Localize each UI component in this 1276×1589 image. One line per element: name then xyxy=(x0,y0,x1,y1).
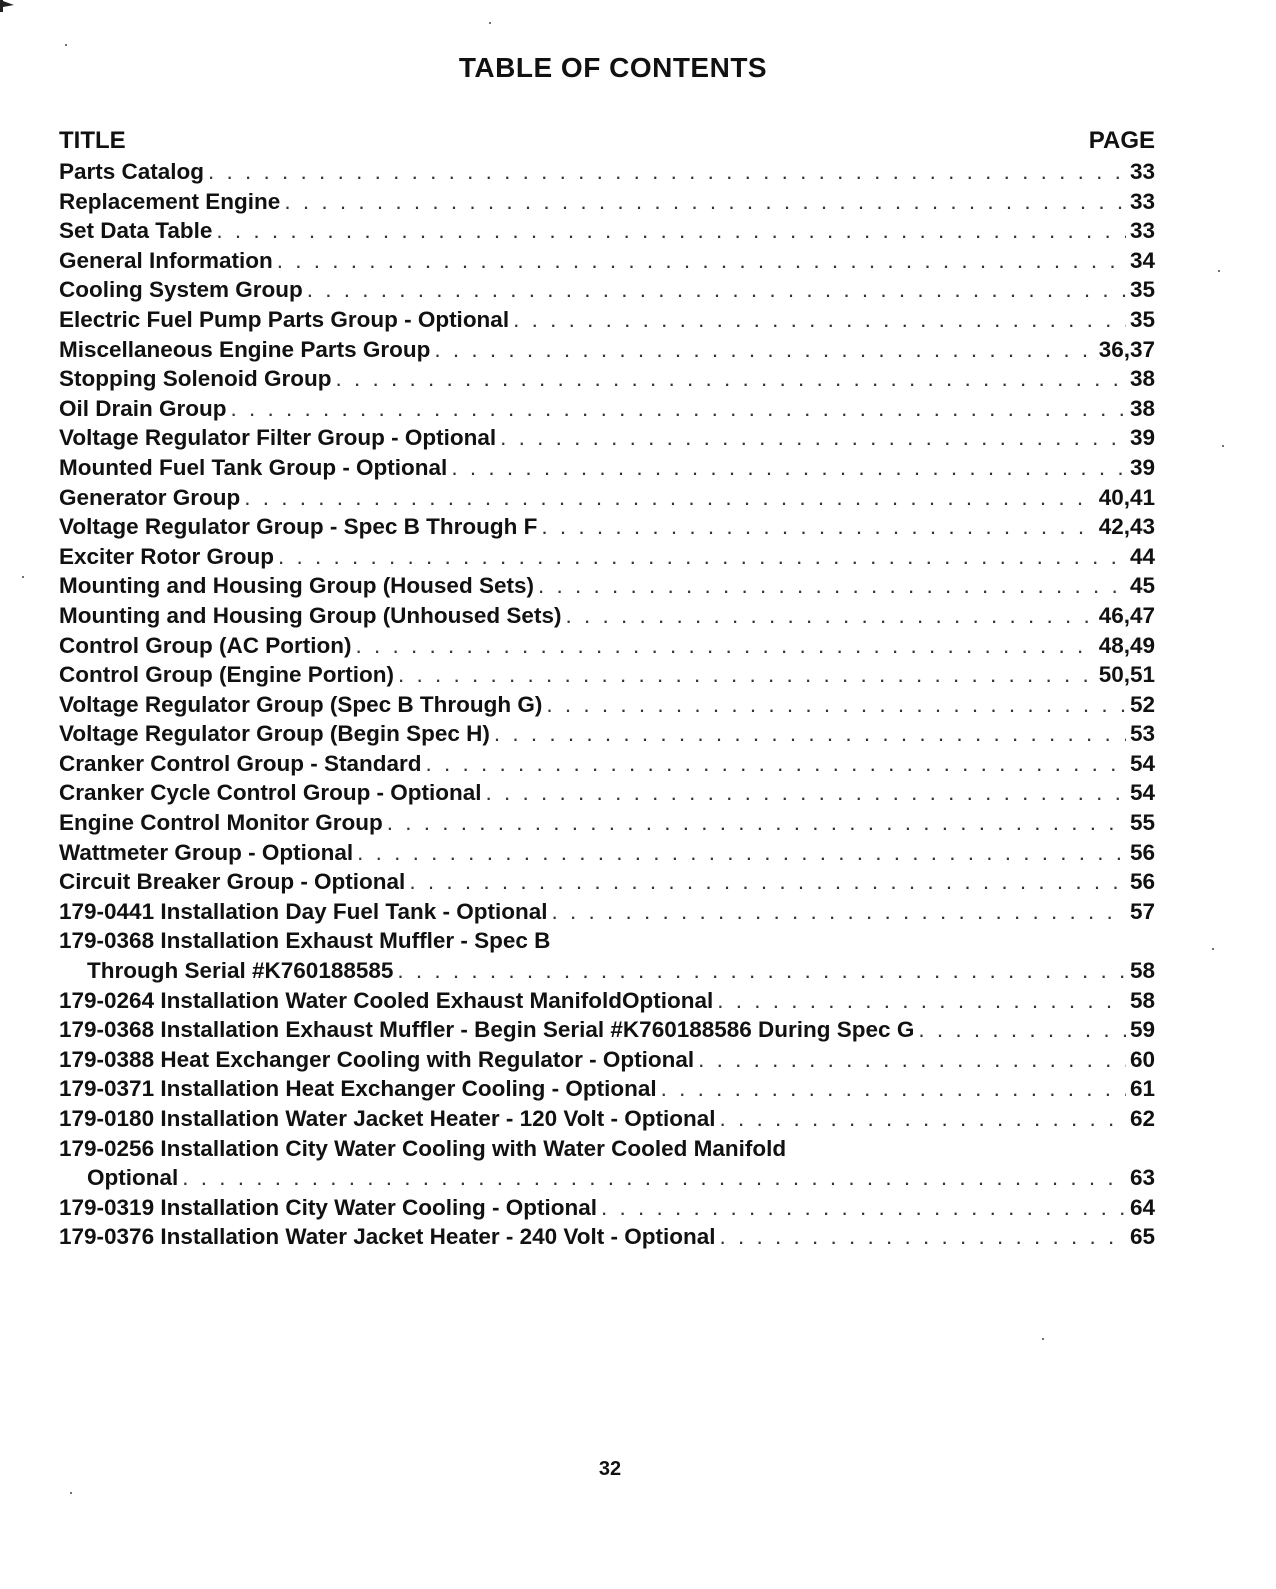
dot-leader xyxy=(284,187,1126,217)
dot-leader xyxy=(717,986,1126,1016)
dot-leader xyxy=(486,778,1126,808)
dot-leader xyxy=(409,867,1126,897)
dot-leader xyxy=(208,157,1126,187)
toc-entry xyxy=(59,187,1155,217)
toc-entry-title: Oil Drain Group xyxy=(59,395,227,421)
dot-leader xyxy=(541,512,1094,542)
column-headers xyxy=(59,127,1155,155)
toc-entry-page: 50,51 xyxy=(1098,662,1155,688)
toc-entry-title: 179-0256 Installation City Water Cooling with Water Cooled Manifold xyxy=(59,1135,787,1161)
toc-entry xyxy=(59,571,1155,601)
corner-mark-icon xyxy=(0,0,14,12)
toc-entry-title: 179-0319 Installation City Water Cooling - Optional xyxy=(59,1194,598,1220)
toc-entry-page: 38 xyxy=(1129,395,1155,421)
toc-entry-title: Wattmeter Group - Optional xyxy=(59,839,354,865)
toc-entry-title: 179-0376 Installation Water Jacket Heater - 240 Volt - Optional xyxy=(59,1224,716,1250)
toc-entry-title: Miscellaneous Engine Parts Group xyxy=(59,336,431,362)
toc-entry xyxy=(59,719,1155,749)
toc-entry-title: General Information xyxy=(59,247,273,273)
toc-entry xyxy=(59,1222,1155,1252)
toc-entry-title: Control Group (AC Portion) xyxy=(59,632,352,658)
dot-leader xyxy=(546,690,1126,720)
toc-entries xyxy=(59,157,1155,1252)
toc-entry-title: Electric Fuel Pump Parts Group - Optional xyxy=(59,306,510,332)
dot-leader xyxy=(398,660,1095,690)
toc-entry xyxy=(59,690,1155,720)
toc-entry xyxy=(59,423,1155,453)
toc-entry-title: Cranker Control Group - Standard xyxy=(59,750,422,776)
toc-entry xyxy=(59,275,1155,305)
dot-leader xyxy=(551,897,1126,927)
toc-entry xyxy=(59,512,1155,542)
scan-speck xyxy=(1212,948,1214,950)
dot-leader xyxy=(719,1104,1125,1134)
toc-entry xyxy=(59,216,1155,246)
toc-entry-page: 39 xyxy=(1129,425,1155,451)
toc-entry-page: 33 xyxy=(1129,188,1155,214)
toc-entry xyxy=(59,897,1155,927)
toc-entry-title: Stopping Solenoid Group xyxy=(59,366,332,392)
toc-entry-page: 42,43 xyxy=(1098,514,1155,540)
column-header-title: TITLE xyxy=(59,127,126,154)
scan-speck xyxy=(1222,445,1224,447)
toc-entry xyxy=(59,808,1155,838)
scan-speck xyxy=(22,576,24,578)
toc-entry-title: 179-0368 Installation Exhaust Muffler - Begin Serial #K760188586 During Spec G xyxy=(59,1017,915,1043)
dot-leader xyxy=(918,1015,1126,1045)
toc-entry-title: Cranker Cycle Control Group - Optional xyxy=(59,780,482,806)
toc-entry-page: 46,47 xyxy=(1098,602,1155,628)
toc-entry-title: 179-0388 Heat Exchanger Cooling with Regulator - Optional xyxy=(59,1046,695,1072)
toc-entry-page: 64 xyxy=(1129,1194,1155,1220)
toc-entry-title: Mounted Fuel Tank Group - Optional xyxy=(59,454,448,480)
toc-entry-title-continuation: Through Serial #K760188585 xyxy=(87,958,394,984)
toc-entry-page: 61 xyxy=(1129,1076,1155,1102)
dot-leader xyxy=(434,335,1094,365)
toc-entry-title: Replacement Engine xyxy=(59,188,281,214)
toc-entry-page: 63 xyxy=(1129,1165,1155,1191)
toc-entry-title: 179-0264 Installation Water Cooled Exhaust ManifoldOptional xyxy=(59,987,714,1013)
dot-leader xyxy=(307,275,1126,305)
toc-entry xyxy=(59,660,1155,690)
scan-speck xyxy=(489,22,491,24)
toc-entry-page: 34 xyxy=(1129,247,1155,273)
dot-leader xyxy=(387,808,1126,838)
toc-entry xyxy=(59,1015,1155,1045)
dot-leader xyxy=(357,838,1126,868)
toc-entry-page: 45 xyxy=(1129,573,1155,599)
toc-entry-page: 36,37 xyxy=(1098,336,1155,362)
toc-entry-page: 53 xyxy=(1129,721,1155,747)
toc-entry-title: Cooling System Group xyxy=(59,277,303,303)
toc-entry xyxy=(59,926,1155,956)
dot-leader xyxy=(513,305,1126,335)
toc-entry xyxy=(59,305,1155,335)
toc-entry xyxy=(59,1193,1155,1223)
toc-entry xyxy=(59,986,1155,1016)
toc-entry-title: Voltage Regulator Group (Spec B Through G) xyxy=(59,691,543,717)
toc-entry-page: 33 xyxy=(1129,218,1155,244)
toc-entry-page: 60 xyxy=(1129,1046,1155,1072)
toc-entry-title: Voltage Regulator Group - Spec B Through F xyxy=(59,514,538,540)
dot-leader xyxy=(397,956,1126,986)
toc-entry-title: Voltage Regulator Group (Begin Spec H) xyxy=(59,721,490,747)
toc-entry xyxy=(59,335,1155,365)
toc-entry-page: 56 xyxy=(1129,869,1155,895)
dot-leader xyxy=(231,394,1126,424)
toc-entry-page: 38 xyxy=(1129,366,1155,392)
toc-entry xyxy=(59,157,1155,187)
toc-entry-page: 55 xyxy=(1129,810,1155,836)
toc-entry-title: Mounting and Housing Group (Unhoused Sets) xyxy=(59,602,562,628)
toc-entry xyxy=(59,749,1155,779)
toc-entry-title: Mounting and Housing Group (Housed Sets) xyxy=(59,573,534,599)
toc-entry-page: 58 xyxy=(1129,987,1155,1013)
page-title: TABLE OF CONTENTS xyxy=(458,52,768,83)
toc-entry-page: 52 xyxy=(1129,691,1155,717)
toc-entry-title: Engine Control Monitor Group xyxy=(59,810,383,836)
toc-entry-title: 179-0441 Installation Day Fuel Tank - Optional xyxy=(59,898,548,924)
toc-entry xyxy=(59,601,1155,631)
toc-entry-title: Exciter Rotor Group xyxy=(59,543,275,569)
toc-entry-title: 179-0180 Installation Water Jacket Heater - 120 Volt - Optional xyxy=(59,1106,716,1131)
dot-leader xyxy=(698,1045,1126,1075)
toc-entry xyxy=(59,867,1155,897)
toc-entry xyxy=(59,1134,1155,1164)
toc-entry-continuation xyxy=(59,1163,1155,1193)
dot-leader xyxy=(451,453,1126,483)
toc-entry xyxy=(59,838,1155,868)
table-of-contents xyxy=(59,127,1155,1252)
toc-entry-page: 33 xyxy=(1129,159,1155,184)
toc-entry-page: 44 xyxy=(1129,543,1155,569)
dot-leader xyxy=(216,216,1126,246)
dot-leader xyxy=(494,719,1126,749)
toc-entry-title: Control Group (Engine Portion) xyxy=(59,662,394,688)
toc-entry-page: 35 xyxy=(1129,277,1155,303)
column-header-page: PAGE xyxy=(1088,127,1155,154)
dot-leader xyxy=(335,364,1126,394)
dot-leader xyxy=(500,423,1126,453)
scan-speck xyxy=(1218,270,1220,272)
toc-entry-title-continuation: Optional xyxy=(87,1165,179,1191)
toc-entry-page: 65 xyxy=(1129,1224,1155,1250)
dot-leader xyxy=(565,601,1094,631)
dot-leader xyxy=(719,1222,1125,1252)
toc-entry-page: 39 xyxy=(1129,454,1155,480)
dot-leader xyxy=(538,571,1126,601)
toc-entry xyxy=(59,1045,1155,1075)
toc-entry-page: 56 xyxy=(1129,839,1155,865)
dot-leader xyxy=(244,483,1094,513)
toc-entry xyxy=(59,542,1155,572)
toc-entry-title: 179-0368 Installation Exhaust Muffler - Spec B xyxy=(59,928,551,954)
toc-entry-title: Parts Catalog xyxy=(59,159,205,184)
toc-entry-page: 62 xyxy=(1129,1106,1155,1131)
dot-leader xyxy=(601,1193,1126,1223)
toc-entry-page: 58 xyxy=(1129,958,1155,984)
toc-entry-title: 179-0371 Installation Heat Exchanger Cooling - Optional xyxy=(59,1076,657,1102)
toc-entry xyxy=(59,1104,1155,1134)
dot-leader xyxy=(355,631,1094,661)
toc-entry-page: 40,41 xyxy=(1098,484,1155,510)
toc-entry xyxy=(59,1074,1155,1104)
toc-entry xyxy=(59,364,1155,394)
toc-entry xyxy=(59,453,1155,483)
toc-entry-title: Set Data Table xyxy=(59,218,213,244)
toc-entry-title: Voltage Regulator Filter Group - Optional xyxy=(59,425,497,451)
toc-entry-page: 54 xyxy=(1129,750,1155,776)
toc-entry xyxy=(59,778,1155,808)
toc-entry xyxy=(59,394,1155,424)
toc-entry-title: Circuit Breaker Group - Optional xyxy=(59,869,406,895)
dot-leader xyxy=(278,542,1126,572)
dot-leader xyxy=(277,246,1126,276)
toc-entry-page: 54 xyxy=(1129,780,1155,806)
dot-leader xyxy=(182,1163,1126,1193)
toc-entry xyxy=(59,483,1155,513)
dot-leader xyxy=(661,1074,1126,1104)
toc-entry-title: Generator Group xyxy=(59,484,241,510)
toc-entry-page: 57 xyxy=(1129,898,1155,924)
scan-speck xyxy=(70,1492,72,1494)
toc-entry-page: 35 xyxy=(1129,306,1155,332)
toc-entry-page: 48,49 xyxy=(1098,632,1155,658)
scan-speck xyxy=(65,44,67,46)
toc-entry-page: 59 xyxy=(1129,1017,1155,1043)
page-number: 32 xyxy=(598,1458,622,1480)
dot-leader xyxy=(426,749,1126,779)
toc-entry xyxy=(59,246,1155,276)
toc-entry xyxy=(59,631,1155,661)
scan-speck xyxy=(1042,1338,1044,1340)
toc-entry-continuation xyxy=(59,956,1155,986)
